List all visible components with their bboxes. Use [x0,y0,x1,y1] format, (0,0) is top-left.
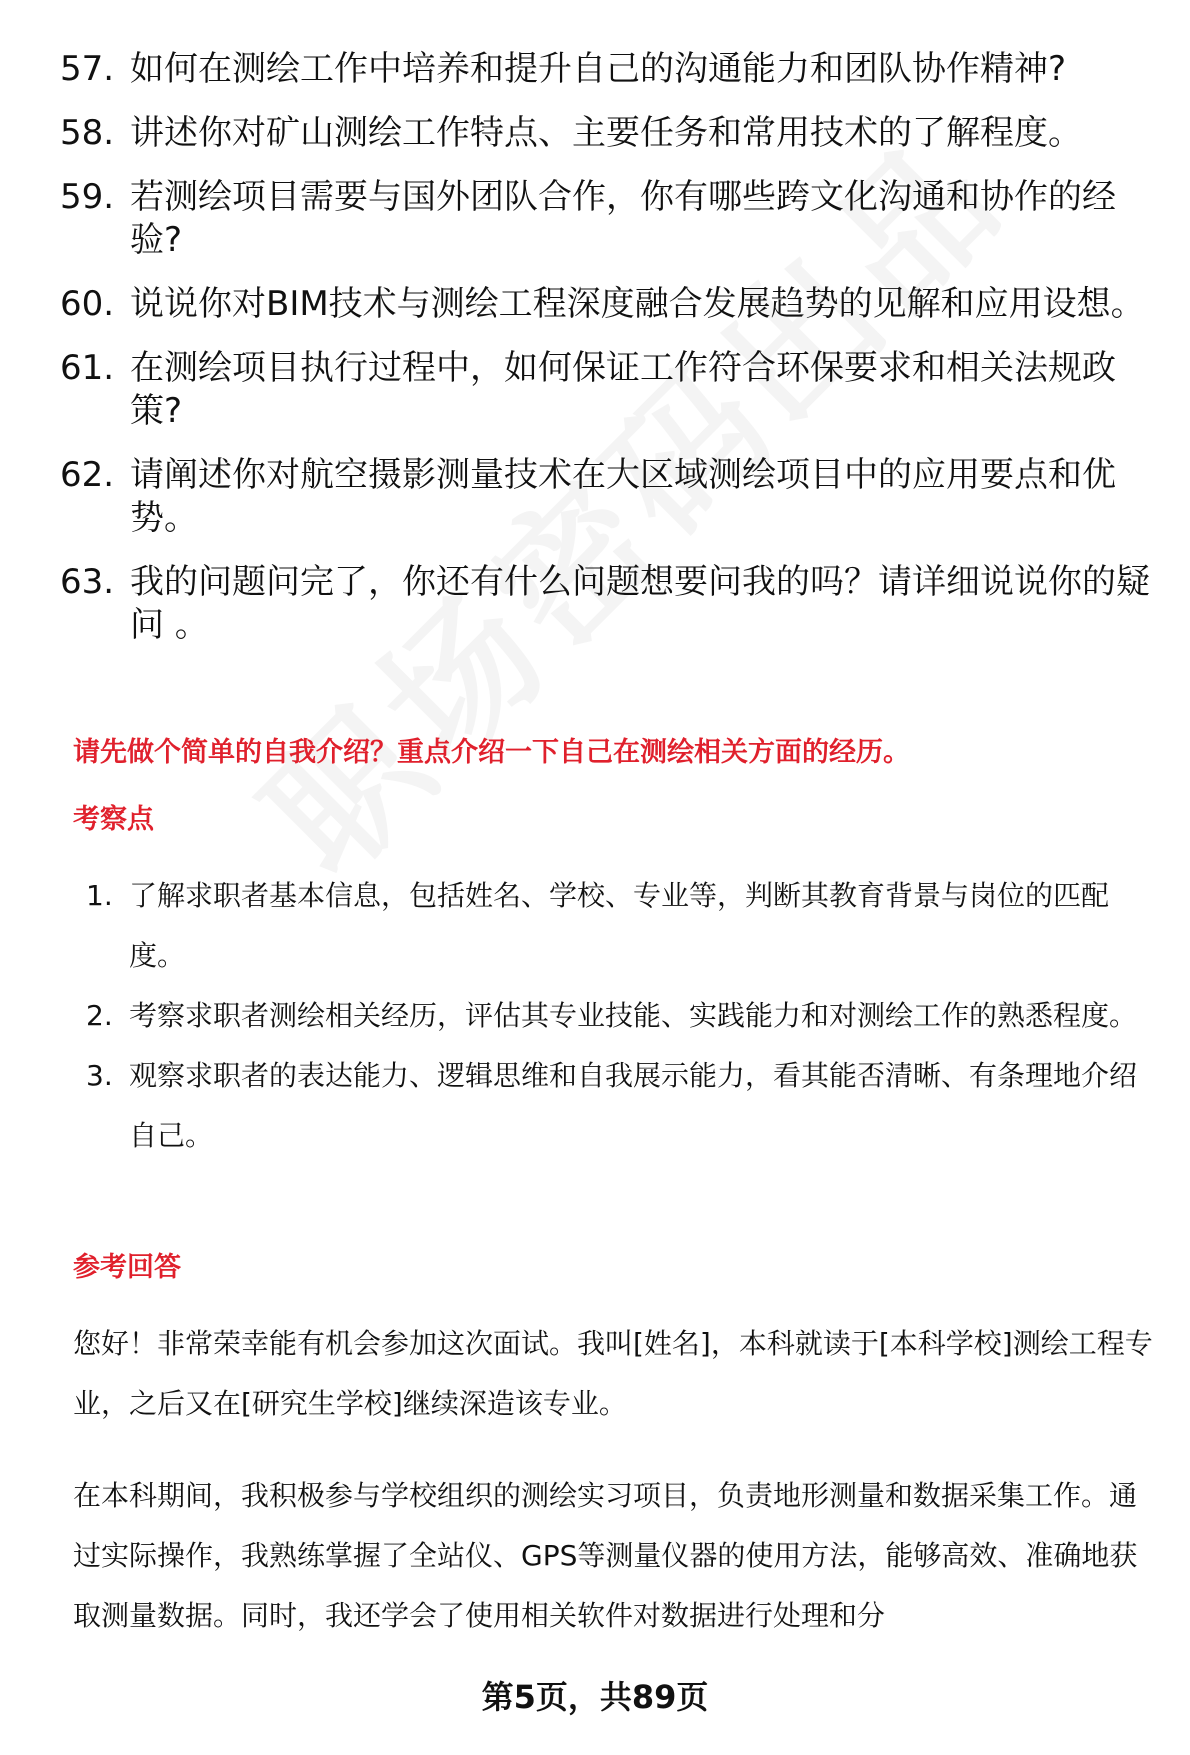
assessment-point [86,986,1168,1046]
question-item [60,283,1160,326]
page-footer: 第5页，共89页 [481,1678,709,1716]
question-list [60,48,1160,668]
question-item [60,176,1160,262]
current-question-title: 请先做个简单的自我介绍？重点介绍一下自己在测绘相关方面的经历。 [73,737,910,768]
question-text: 讲述你对矿山测绘工作特点、主要任务和常用技术的了解程度。 [130,113,1082,153]
question-number: 59. [60,177,115,217]
reference-paragraph: 在本科期间，我积极参与学校组织的测绘实习项目，负责地形测量和数据采集工作。通过实际操作，我熟练掌握了全站仪、GPS等测量仪器的使用方法，能够高效、准确地获取测量数据。同时，我还学会了使用相关软件对数据进行处理和分 [73,1479,1138,1632]
question-item [60,347,1160,433]
question-text: 我的问题问完了，你还有什么问题想要问我的吗？请详细说说你的疑问 。 [130,562,1150,645]
assessment-heading: 考察点 [73,804,154,835]
assessment-points [86,866,1168,1166]
question-text: 说说你对BIM技术与测绘工程深度融合发展趋势的见解和应用设想。 [130,284,1145,324]
point-number: 2. [86,999,113,1032]
point-number: 1. [86,879,113,912]
point-number: 3. [86,1059,113,1092]
question-number: 63. [60,562,115,602]
question-item [60,454,1160,540]
assessment-point [86,1046,1168,1166]
point-text: 了解求职者基本信息，包括姓名、学校、专业等，判断其教育背景与岗位的匹配度。 [129,879,1110,972]
question-number: 60. [60,284,115,324]
point-text: 观察求职者的表达能力、逻辑思维和自我展示能力，看其能否清晰、有条理地介绍自己。 [129,1059,1138,1152]
question-item [60,561,1160,647]
reference-heading: 参考回答 [73,1252,181,1283]
question-item [60,48,1160,91]
question-number: 57. [60,49,115,89]
question-text: 如何在测绘工作中培养和提升自己的沟通能力和团队协作精神? [130,49,1067,89]
question-text: 在测绘项目执行过程中，如何保证工作符合环保要求和相关法规政策? [130,348,1116,431]
reference-paragraph: 您好！非常荣幸能有机会参加这次面试。我叫[姓名]，本科就读于[本科学校]测绘工程专业，之后又在[研究生学校]继续深造该专业。 [73,1327,1153,1420]
question-text: 请阐述你对航空摄影测量技术在大区域测绘项目中的应用要点和优势。 [130,455,1116,538]
question-number: 62. [60,455,115,495]
assessment-point [86,866,1168,986]
question-number: 61. [60,348,115,388]
question-item [60,112,1160,155]
question-number: 58. [60,113,115,153]
point-text: 考察求职者测绘相关经历，评估其专业技能、实践能力和对测绘工作的熟悉程度。 [129,999,1138,1032]
question-text: 若测绘项目需要与国外团队合作，你有哪些跨文化沟通和协作的经验? [130,177,1116,260]
